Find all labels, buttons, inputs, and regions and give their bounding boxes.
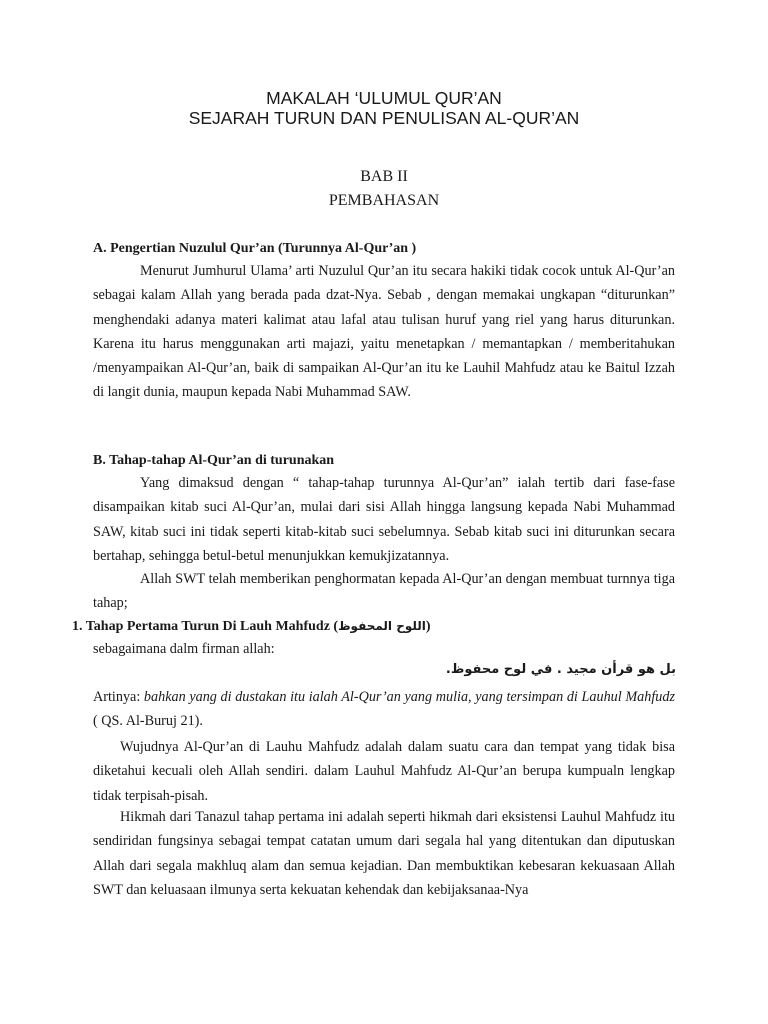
section-a-heading: A. Pengertian Nuzulul Qur’an (Turunnya Al-Qur’an ): [93, 241, 417, 256]
section-b-paragraph-2: Allah SWT telah memberikan penghormatan kepada Al-Qur’an dengan membuat turnnya tiga tahap;: [93, 571, 675, 612]
section-b-heading: B. Tahap-tahap Al-Qur’an di turunakan: [93, 453, 335, 468]
stage-1-heading-text: 1. Tahap Pertama Turun Di Lauh Mahfudz (: [72, 619, 339, 634]
stage-1-heading-close: ): [425, 619, 431, 634]
translation-reference: ( QS. Al-Buruj 21).: [93, 713, 203, 730]
chapter-number: BAB II: [360, 168, 408, 185]
document-title-line-1: MAKALAH ‘ULUMUL QUR’AN: [266, 88, 502, 108]
stage-1-heading-arabic: اللوح المحفوظ: [338, 619, 426, 633]
translation-label: Artinya:: [93, 689, 144, 705]
section-b-paragraph-1: Yang dimaksud dengan “ tahap-tahap turunnya Al-Qur’an” ialah tertib dari fase-fase disampaikan kitab suci Al-Qur’an, mulai dari sisi Allah hingga langsung kepada Nabi Muhammad SAW, kitab suci ini tidak seperti kitab-kitab suci sebelumnya. Sebab kitab suci ini diturunkan secara bertahap, sehingga betul-betul menunjukkan kemukjizatannya.: [93, 475, 675, 564]
stage-1-paragraph-1: Wujudnya Al-Qur’an di Lauhu Mahfudz adalah dalam suatu cara dan tempat yang tidak bisa diketahui kecuali oleh Allah sendiri. dalam Lauhul Mahfudz Al-Qur’an berupa kumpualn lengkap tidak terpisah-pisah.: [93, 739, 675, 804]
stage-1-heading: [72, 616, 431, 637]
stage-1-translation: [93, 685, 675, 734]
chapter-title: PEMBAHASAN: [328, 192, 440, 209]
section-a-paragraph: Menurut Jumhurul Ulama’ arti Nuzulul Qur’an itu secara hakiki tidak cocok untuk Al-Qur’an sebagai kalam Allah yang berada pada dzat-Nya. Sebab , dengan memakai ungkapan “diturunkan” menghendaki adanya materi kalimat atau lafal atau tulisan huruf yang riel yang harus diturunkan. Karena itu harus menggunakan arti majazi, yaitu menetapkan / memantapkan / memberitahukan /menyampaikan Al-Qur’an, baik di sampaikan Al-Qur’an itu ke Lauhil Mahfudz atau ke Baitul Izzah di langit dunia, maupun kepada Nabi Muhammad SAW.: [93, 263, 675, 401]
stage-1-intro: sebagaimana dalm firman allah:: [93, 641, 275, 657]
document-title-line-2: SEJARAH TURUN DAN PENULISAN AL-QUR’AN: [188, 108, 580, 128]
stage-1-paragraph-2: Hikmah dari Tanazul tahap pertama ini adalah seperti hikmah dari eksistensi Lauhul Mahfudz itu sendiridan fungsinya sebagai tempat catatan umum dari segala hal yang ditentukan dan diputuskan Allah dari segala makhluq alam dan semua kejadian. Dan membuktikan kebesaran kekuasaan Allah SWT dan keluasaan ilmunya serta kekuatan kehendak dan kebijaksanaa-Nya: [93, 809, 675, 898]
stage-1-verse-arabic: بل هو قرأن مجيد . في لوح محفوظ.: [445, 662, 676, 677]
translation-text: bahkan yang di dustakan itu ialah Al-Qur’an yang mulia, yang tersimpan di Lauhul Mahfudz: [143, 689, 676, 705]
